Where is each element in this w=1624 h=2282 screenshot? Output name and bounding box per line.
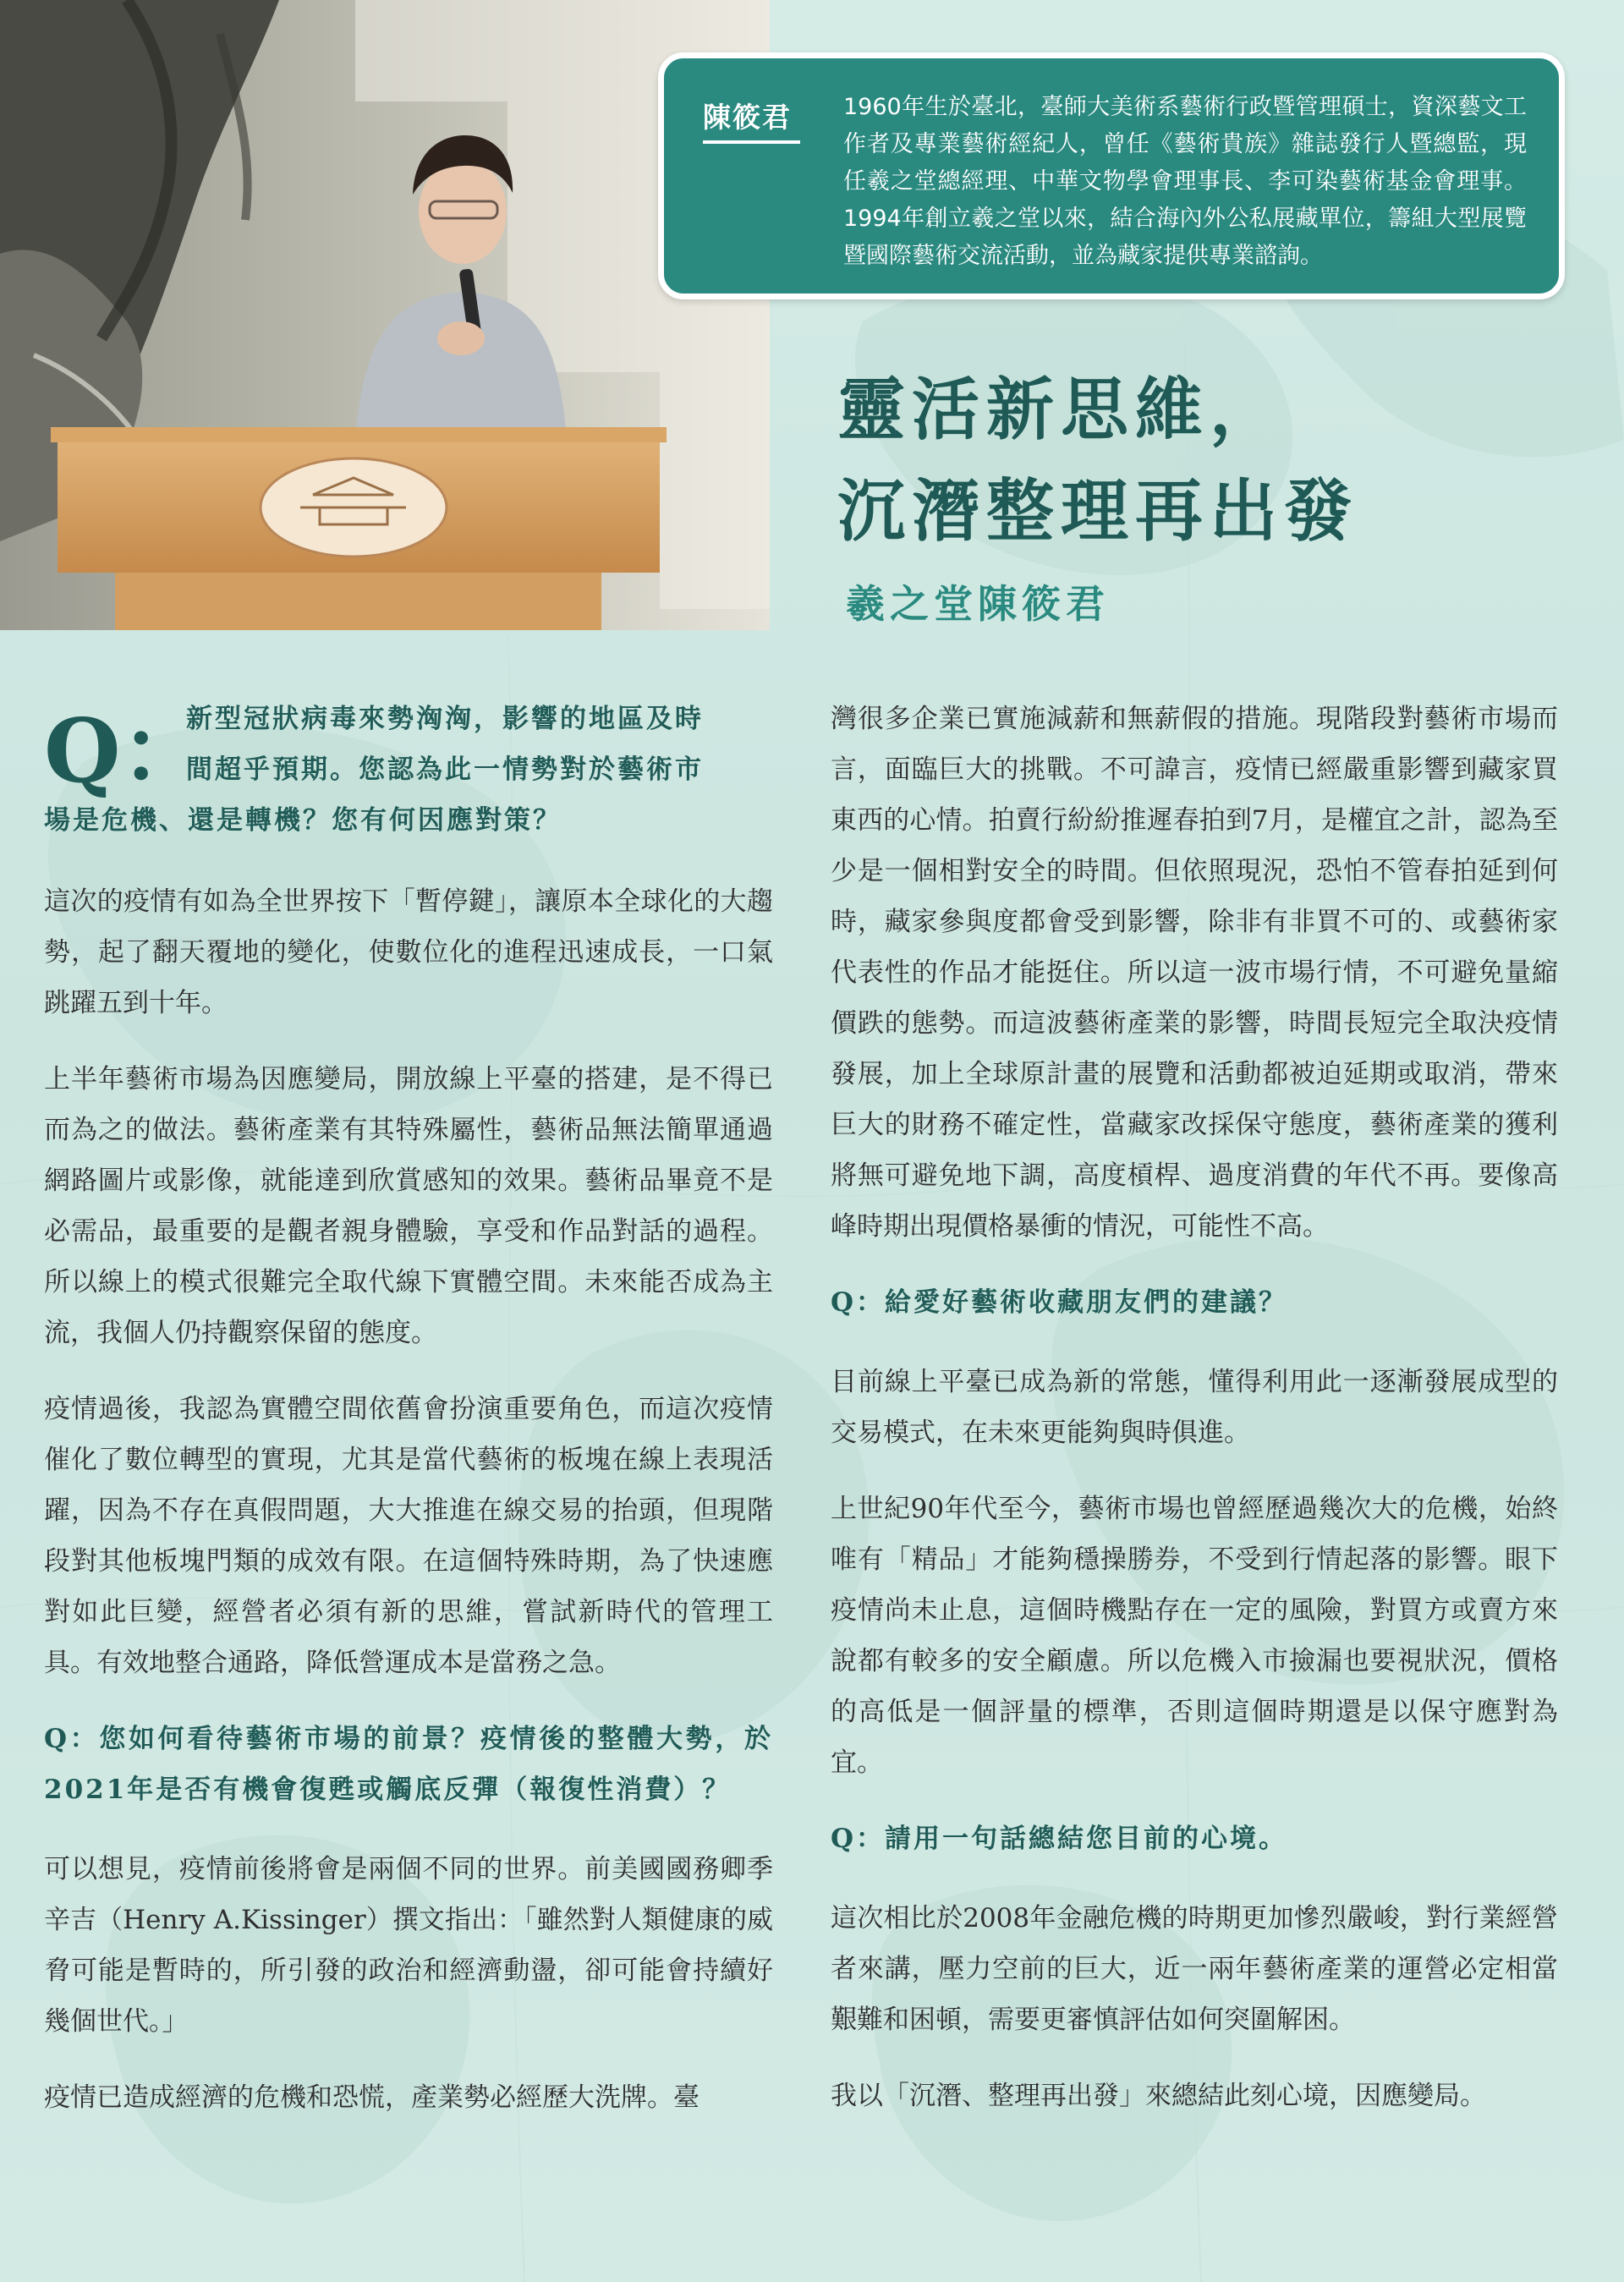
answer-paragraph: 目前線上平臺已成為新的常態，懂得利用此一逐漸發展成型的交易模式，在未來更能夠與時俱進。 [831,1367,1558,1448]
answer-paragraph: 這次相比於2008年金融危機的時期更加慘烈嚴峻，對行業經營者來講，壓力空前的巨大，近一兩年藝術產業的運營必定相當艱難和困頓，需要更審慎評估如何突圍解困。 [831,1903,1558,2035]
bio-name-underline [703,140,800,144]
byline: 羲之堂陳筱君 [846,581,1110,627]
left-column [44,694,773,2148]
question-1 [44,694,773,846]
answer-paragraph: 可以想見，疫情前後將會是兩個不同的世界。前美國國務卿季辛吉（Henry A.Kissinger）撰文指出：「雖然對人類健康的威脅可能是暫時的，所引發的政治和經濟動盪，卻可能會持續好幾個世代。」 [44,1854,773,2037]
headline-line-1: 靈活新思維， [837,370,1284,449]
question-1-line-1: 新型冠狀病毒來勢洶洶，影響的地區及時 [186,704,704,734]
answer-paragraph: 這次的疫情有如為全世界按下「暫停鍵」，讓原本全球化的大趨勢，起了翻天覆地的變化，使數位化的進程迅速成長，一口氣跳躍五到十年。 [44,886,773,1018]
question-2: Q：您如何看待藝術市場的前景？疫情後的整體大勢，於2021年是否有機會復甦或觸底反彈（報復性消費）？ [44,1724,773,1805]
question-mark-large: Q： [44,699,209,803]
speaker-photo [0,0,770,630]
answer-paragraph: 上世紀90年代至今，藝術市場也曾經歷過幾次大的危機，始終唯有「精品」才能夠穩操勝券，不受到行情起落的影響。眼下疫情尚未止息，這個時機點存在一定的風險，對買方或賣方來說都有較多的安全顧慮。所以危機入市撿漏也要視狀況，價格的高低是一個評量的標準，否則這個時期還是以保守應對為宜。 [831,1494,1558,1778]
bio-text: 1960年生於臺北，臺師大美術系藝術行政暨管理碩士，資深藝文工作者及專業藝術經紀人，曾任《藝術貴族》雜誌發行人暨總監，現任羲之堂總經理、中華文物學會理事長、李可染藝術基金會理事。1994年創立羲之堂以來，結合海內外公私展藏單位，籌組大型展覽暨國際藝術交流活動，並為藏家提供專業諮詢。 [843,94,1527,269]
bio-box [658,52,1565,299]
question-4: Q：請用一句話總結您目前的心境。 [831,1824,1288,1854]
bio-name: 陳筱君 [703,101,792,134]
question-1-line-2: 間超乎預期。您認為此一情勢對於藝術市 [186,754,704,785]
question-1-line-3: 場是危機、還是轉機？您有何因應對策？ [44,805,562,836]
answer-paragraph: 上半年藝術市場為因應變局，開放線上平臺的搭建，是不得已而為之的做法。藝術產業有其特殊屬性，藝術品無法簡單通過網路圖片或影像，就能達到欣賞感知的效果。藝術品畢竟不是必需品，最重要的是觀者親身體驗，享受和作品對話的過程。所以線上的模式很難完全取代線下實體空間。未來能否成為主流，我個人仍持觀察保留的態度。 [44,1064,773,1348]
right-column [831,694,1558,2147]
headline-line-2: 沉潛整理再出發 [837,471,1358,551]
answer-paragraph: 我以「沉潛、整理再出發」來總結此刻心境，因應變局。 [831,2081,1486,2111]
answer-paragraph: 疫情已造成經濟的危機和恐慌，產業勢必經歷大洗牌。臺 [44,2082,700,2113]
question-3: Q：給愛好藝術收藏朋友們的建議？ [831,1287,1288,1318]
answer-paragraph: 疫情過後，我認為實體空間依舊會扮演重要角色，而這次疫情催化了數位轉型的實現，尤其是當代藝術的板塊在線上表現活躍，因為不存在真假問題，大大推進在線交易的抬頭，但現階段對其他板塊門類的成效有限。在這個特殊時期，為了快速應對如此巨變，經營者必須有新的思維，嘗試新時代的管理工具。有效地整合通路，降低營運成本是當務之急。 [44,1394,773,1678]
answer-paragraph: 灣很多企業已實施減薪和無薪假的措施。現階段對藝術市場而言，面臨巨大的挑戰。不可諱言，疫情已經嚴重影響到藏家買東西的心情。拍賣行紛紛推遲春拍到7月，是權宜之計，認為至少是一個相對安全的時間。但依照現況，恐怕不管春拍延到何時，藏家參與度都會受到影響，除非有非買不可的、或藝術家代表性的作品才能挺住。所以這一波市場行情，不可避免量縮價跌的態勢。而這波藝術產業的影響，時間長短完全取決疫情發展，加上全球原計畫的展覽和活動都被迫延期或取消，帶來巨大的財務不確定性，當藏家改採保守態度，藝術產業的獲利將無可避免地下調，高度槓桿、過度消費的年代不再。要像高峰時期出現價格暴衝的情況，可能性不高。 [831,704,1558,1242]
